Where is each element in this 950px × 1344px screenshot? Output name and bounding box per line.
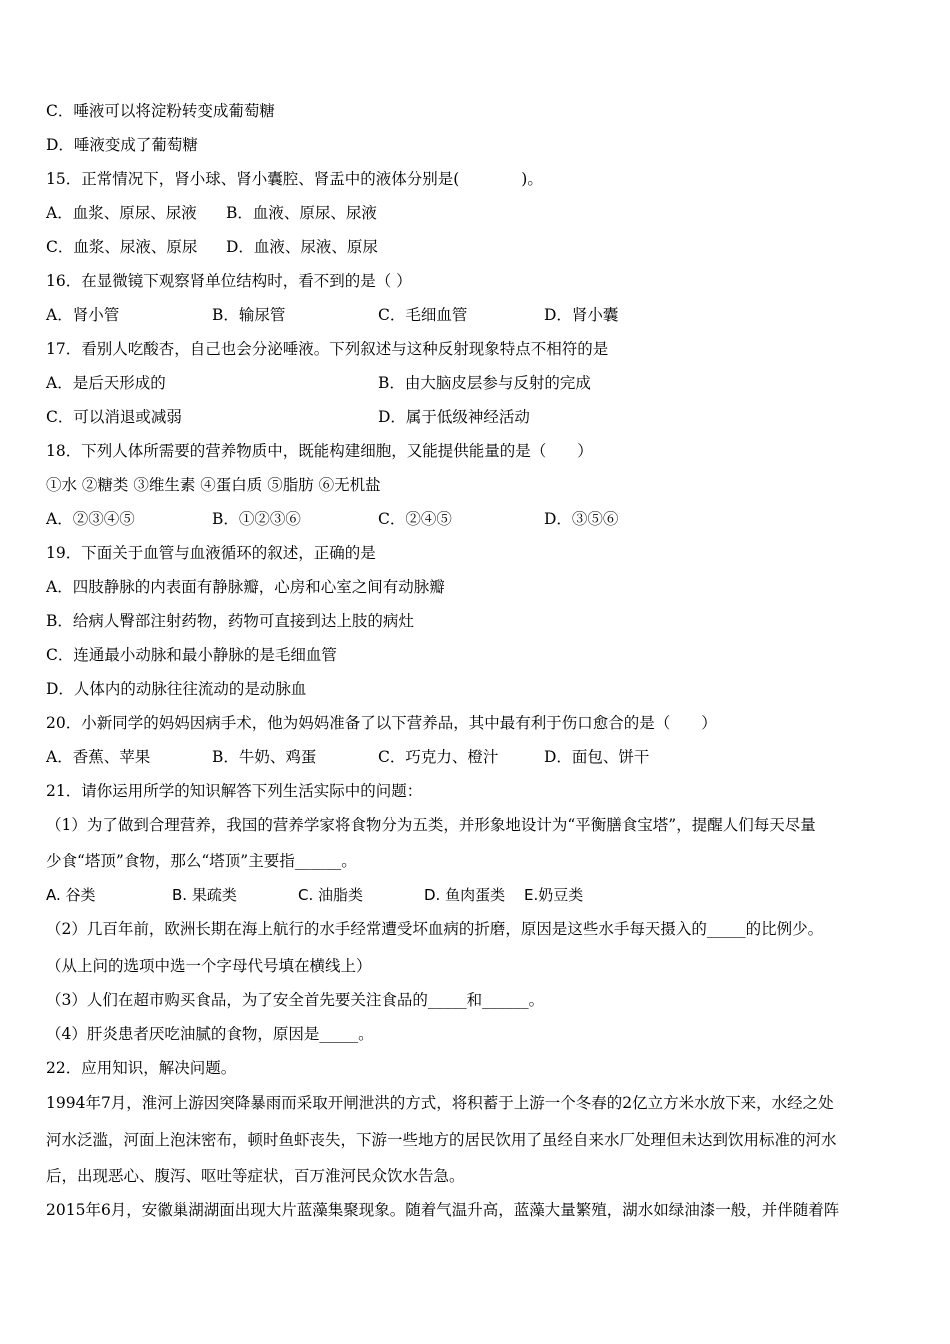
question-17: 17．看别人吃酸杏，自己也会分泌唾液。下列叙述与这种反射现象特点不相符的是	[46, 340, 609, 358]
option-c: C．可以消退或减弱	[46, 408, 182, 426]
option-c: C. 油脂类	[298, 886, 364, 904]
option-a: A．香蕉、苹果	[46, 748, 151, 766]
question-21-part-1: （1）为了做到合理营养，我国的营养学家将食物分为五类，并形象地设计为“平衡膳食宝塔”，提醒人们每天尽量	[46, 816, 816, 834]
option-a: A．四肢静脉的内表面有静脉瓣，心房和心室之间有动脉瓣	[46, 578, 445, 596]
option-c: C．巧克力、橙汁	[378, 748, 499, 766]
question-22-passage-1-cont: 河水泛滥，河面上泡沫密布，顿时鱼虾丧失，下游一些地方的居民饮用了虽经自来水厂处理但未达到饮用标准的河水	[46, 1131, 837, 1149]
question-21-part-4: （4）肝炎患者厌吃油腻的食物，原因是_____。	[46, 1025, 374, 1043]
option-d: D．肾小囊	[544, 306, 619, 324]
option-c: C．血浆、尿液、原尿	[46, 238, 198, 256]
option-a: A. 谷类	[46, 886, 96, 904]
option-b: B．输尿管	[212, 306, 286, 324]
question-16-options	[46, 305, 910, 325]
question-15-options-ab	[46, 203, 910, 223]
question-21-part-3: （3）人们在超市购买食品，为了安全首先要关注食品的_____和______。	[46, 991, 545, 1009]
option-d: D．人体内的动脉往往流动的是动脉血	[46, 680, 307, 698]
option-b: B．牛奶、鸡蛋	[212, 748, 317, 766]
question-20: 20．小新同学的妈妈因病手术，他为妈妈准备了以下营养品，其中最有利于伤口愈合的是（ ）	[46, 714, 717, 732]
question-15: 15．正常情况下，肾小球、肾小囊腔、肾盂中的液体分别是( )。	[46, 170, 543, 188]
question-21-part-2: （2）几百年前，欧洲长期在海上航行的水手经常遭受坏血病的折磨，原因是这些水手每天摄入的_____的比例少。	[46, 920, 824, 938]
question-16: 16．在显微镜下观察肾单位结构时，看不到的是（ ）	[46, 272, 412, 290]
option-c: C．毛细血管	[378, 306, 468, 324]
option-d: D. 鱼肉蛋类	[424, 886, 506, 904]
question-15-options-cd	[46, 237, 910, 257]
question-18-options	[46, 509, 910, 529]
option-e: E.奶豆类	[524, 886, 584, 904]
question-21: 21．请你运用所学的知识解答下列生活实际中的问题：	[46, 782, 423, 800]
question-18: 18．下列人体所需要的营养物质中，既能构建细胞，又能提供能量的是（ ）	[46, 442, 593, 460]
question-20-options	[46, 747, 910, 767]
option-a: A．②③④⑤	[46, 510, 135, 528]
option-d: D．属于低级神经活动	[378, 408, 530, 426]
option-c: C．②④⑤	[378, 510, 452, 528]
question-18-list: ①水 ②糖类 ③维生素 ④蛋白质 ⑤脂肪 ⑥无机盐	[46, 476, 381, 494]
question-19: 19．下面关于血管与血液循环的叙述，正确的是	[46, 544, 376, 562]
option-a: A．血浆、原尿、尿液	[46, 204, 197, 222]
option-line: C．唾液可以将淀粉转变成葡萄糖	[46, 102, 275, 120]
option-a: A．肾小管	[46, 306, 120, 324]
question-22-passage-1-end: 后，出现恶心、腹泻、呕吐等症状，百万淮河民众饮水告急。	[46, 1167, 465, 1185]
option-d: D．③⑤⑥	[544, 510, 619, 528]
option-b: B．由大脑皮层参与反射的完成	[378, 374, 591, 392]
question-17-options-cd	[46, 407, 910, 427]
option-b: B．①②③⑥	[212, 510, 301, 528]
option-b: B．给病人臀部注射药物，药物可直接到达上肢的病灶	[46, 612, 414, 630]
question-17-options-ab	[46, 373, 910, 393]
option-b: B. 果疏类	[172, 886, 237, 904]
option-b: B．血液、原尿、尿液	[226, 204, 377, 222]
question-21-part-2-note: （从上问的选项中选一个字母代号填在横线上）	[46, 957, 372, 975]
option-c: C．连通最小动脉和最小静脉的是毛细血管	[46, 646, 337, 664]
question-21-part-1-cont: 少食“塔顶”食物，那么“塔顶”主要指______。	[46, 852, 357, 870]
option-d: D．血液、尿液、原尿	[226, 238, 378, 256]
question-22-passage-1: 1994年7月，淮河上游因突降暴雨而采取开闸泄洪的方式，将积蓄于上游一个冬春的2亿立方米水放下来，水经之处	[46, 1094, 834, 1112]
option-line: D．唾液变成了葡萄糖	[46, 136, 198, 154]
option-a: A．是后天形成的	[46, 374, 166, 392]
question-22: 22．应用知识，解决问题。	[46, 1059, 237, 1077]
option-d: D．面包、饼干	[544, 748, 650, 766]
question-21-options	[46, 885, 910, 905]
question-22-passage-2: 2015年6月，安徽巢湖湖面出现大片蓝藻集聚现象。随着气温升高，蓝藻大量繁殖，湖水如绿油漆一般，并伴随着阵	[46, 1201, 840, 1219]
